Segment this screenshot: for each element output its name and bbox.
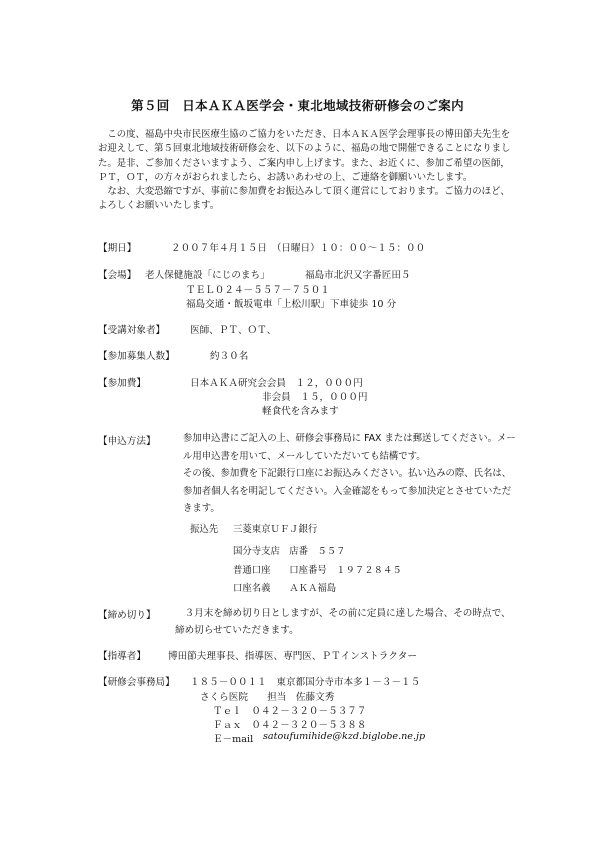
intro-paragraph: この度、福島中央市民医療生協のご協力をいただき、日本ＡＫＡ医学会理事長の博田節夫先生をお迎えして、第５回東北地域技術研修会を、以下のように、福島の地で開催できることになりました。是非、ご参加くださいますよう、ご案内申し上げます。また、お近くに、参加ご希望の医師，ＰＴ，ＯＴ，の方々がおられましたら、お誘いあわせの上、ご連絡を御願いいたします。: [98, 129, 511, 183]
venue-label: 【会場】: [98, 270, 137, 281]
intro-text: [98, 128, 518, 214]
intro-paragraph: なお、大変恐縮ですが、事前に参加費をお振込みして頂く運営にしております。ご協力のほど、よろしくお願いいたします。: [98, 186, 510, 212]
capacity-label: 【参加募集人数】: [98, 351, 175, 362]
office-clinic: さくら医院 担当 佐藤文秀: [200, 692, 335, 703]
bank-label: 振込先: [190, 524, 219, 535]
fee-nonmember: 非会員 １５，０００円: [262, 392, 368, 403]
office-tel: Ｔｅｌ ０４２－３２０－５３７７: [213, 706, 367, 717]
audience-label: 【受講対象者】: [98, 325, 166, 336]
office-email[interactable]: satoufumihide@kzd.biglobe.ne.jp: [263, 731, 426, 742]
fee-note: 軽食代を含みます: [262, 406, 339, 417]
application-line: 参加申込書にご記入の上、研修会事務局に FAX または郵送してください。メール用申込書を用いて、メールしていただいても結構です。: [183, 433, 516, 462]
instructors-label: 【指導者】: [98, 651, 146, 662]
date-label: 【期日】: [98, 243, 137, 254]
bank-account: 普通口座 口座番号 １９７２８４５: [233, 565, 402, 576]
instructors-value: 博田節夫理事長、指導医、専門医、ＰＴインストラクター: [168, 651, 417, 662]
office-fax: Ｆａｘ ０４２－３２０－５３８８: [213, 720, 367, 731]
bank-name: 三菱東京ＵＦＪ銀行: [233, 524, 318, 535]
office-address: １８５－００１１ 東京都国分寺市本多１－３－１５: [190, 677, 421, 688]
document-title: 第５回 日本ＡＫＡ医学会・東北地域技術研修会のご案内: [131, 98, 464, 113]
application-label: 【申込方法】: [98, 436, 156, 447]
deadline-paragraph: [175, 605, 518, 639]
deadline-label: 【締め切り】: [98, 610, 156, 621]
deadline-body: ３月末を締め切り日としますが、その前に定員に達した場合、その時点で、締め切らせていただきます。: [175, 608, 511, 636]
application-line: その後、参加費を下記銀行口座にお振込みください。払い込みの際、氏名は、参加者個人名を明記してください。入金確認をもって参加決定とさせていただきます。: [183, 468, 512, 514]
deadline-text: [175, 605, 518, 639]
bank-holder: 口座名義 ＡＫＡ福島: [233, 583, 337, 594]
venue-name: 老人保健施設「にじのまち」: [145, 270, 270, 281]
venue-tel: ＴＥＬ０２４－５５７－７５０１: [186, 285, 330, 296]
office-email-label: Ｅ－mail: [213, 734, 254, 745]
fee-member: 日本ＡＫＡ研究会会員 １２，０００円: [190, 378, 363, 389]
bank-branch: 国分寺支店 店番 ５５７: [233, 546, 346, 557]
date-value: ２００７年４月１５日 （日曜日）１０：００～１５：００: [171, 243, 426, 254]
audience-value: 医師、ＰＴ、ＯＴ、: [190, 325, 277, 336]
application-text: [183, 430, 518, 518]
venue-address: 福島市北沢又字番匠田５: [305, 270, 411, 281]
fee-label: 【参加費】: [98, 378, 146, 389]
capacity-value: 約３０名: [210, 351, 249, 362]
office-label: 【研修会事務局】: [98, 677, 175, 688]
venue-access: 福島交通・飯坂電車「上松川駅」下車徒歩 10 分: [186, 299, 397, 310]
